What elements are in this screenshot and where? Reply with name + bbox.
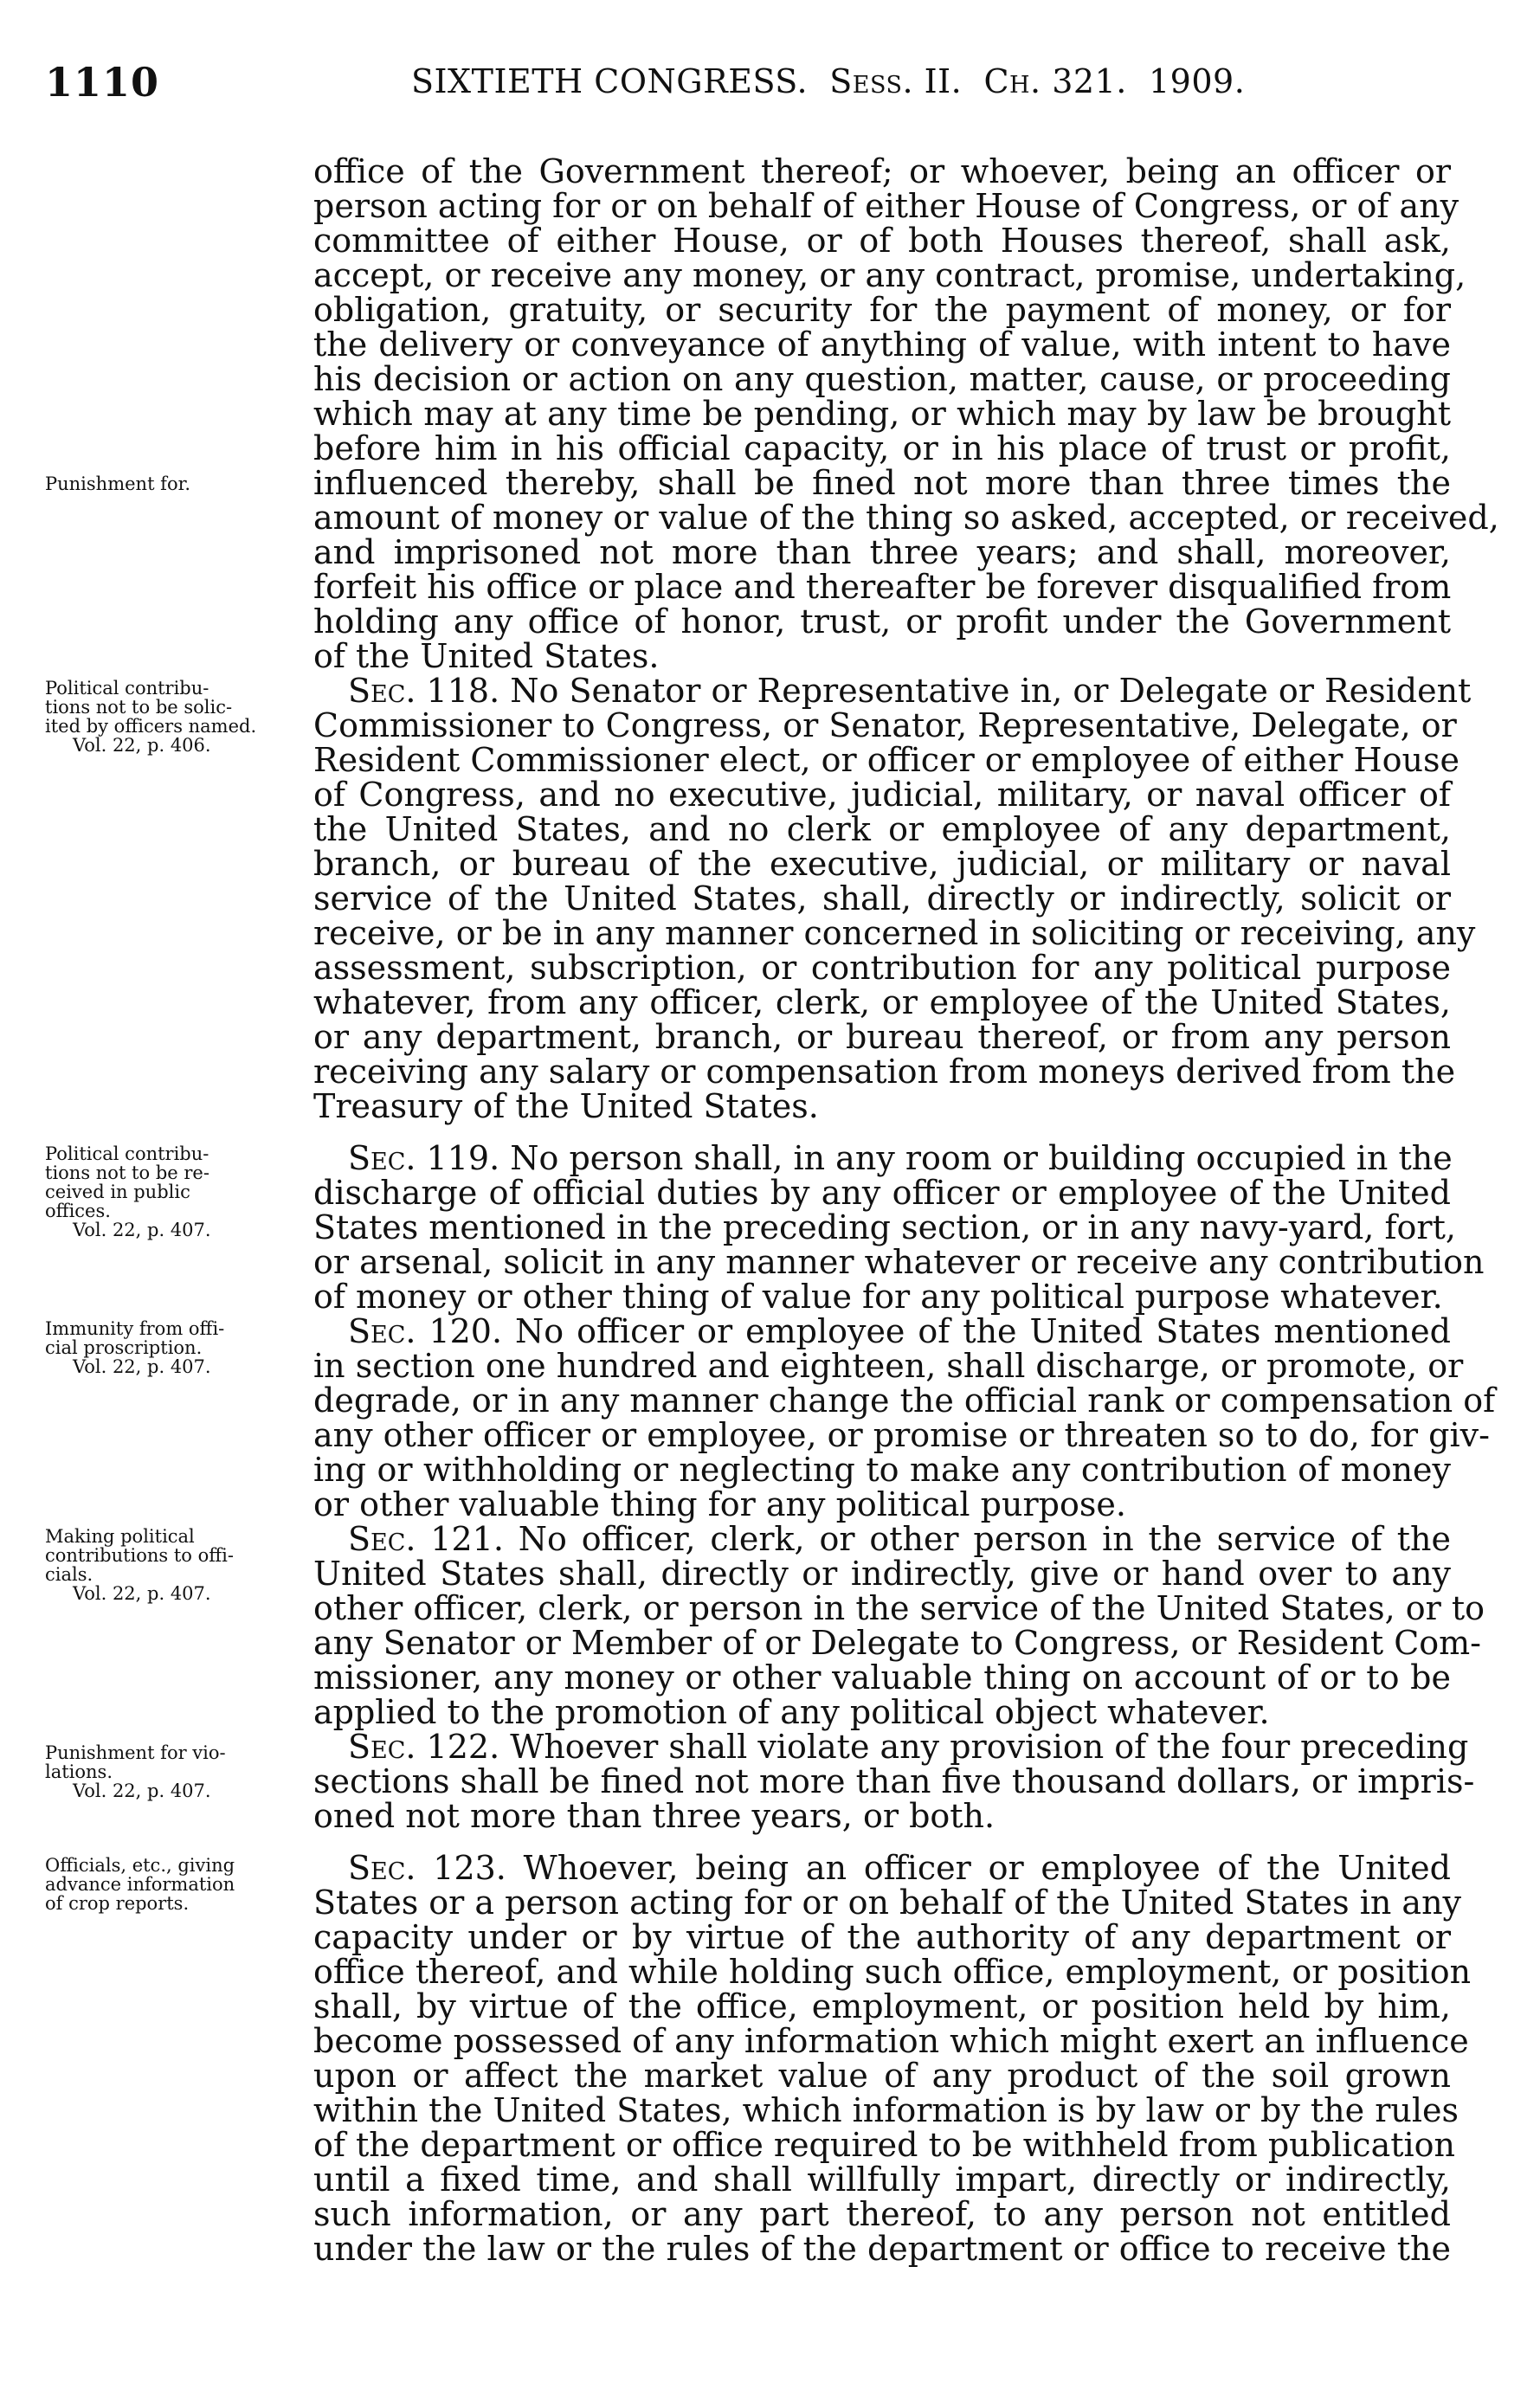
margin-note-line: cials.	[45, 1564, 93, 1585]
body-line: within the United States, which information is by law or by the rules	[313, 2091, 1459, 2129]
body-line: sections shall be fined not more than five thousand dollars, or impris-	[313, 1762, 1475, 1800]
section-label	[313, 1312, 515, 1350]
page-header	[0, 59, 1540, 111]
section-121-first-line	[313, 1522, 1451, 1556]
body-line: office of the Government thereof; or whoever, being an officer or	[313, 152, 1451, 190]
body-line: of the department or office required to be withheld from publication	[313, 2126, 1455, 2164]
section-122-first-line	[313, 1728, 1469, 1766]
section-label-121: Sec. 121.	[348, 1520, 504, 1558]
body-line: forfeit his office or place and thereafter be forever disqualified from	[313, 568, 1452, 606]
body-line-text: No officer, clerk, or other person in the service of the	[518, 1520, 1451, 1558]
body-line: accept, or receive any money, or any contract, promise, undertaking,	[313, 256, 1466, 294]
body-line: ing or withholding or neglecting to make any contribution of money	[313, 1451, 1451, 1489]
body-line: shall, by virtue of the office, employment, or position held by him,	[313, 1987, 1451, 2025]
body-line: Treasury of the United States.	[313, 1087, 819, 1125]
body-line: Resident Commissioner elect, or officer or employee of either House	[313, 741, 1459, 779]
body-line: receive, or be in any manner concerned in soliciting or receiving, any	[313, 914, 1476, 952]
section-118-first-line	[313, 672, 1472, 710]
running-head	[411, 62, 1245, 100]
body-line: applied to the promotion of any political object whatever.	[313, 1693, 1270, 1731]
body-line: influenced thereby, shall be fined not more than three times the	[313, 464, 1451, 502]
body-line: or other valuable thing for any political purpose.	[313, 1485, 1126, 1523]
margin-note-line: advance information	[45, 1874, 235, 1895]
section-label-122: Sec. 122.	[348, 1728, 500, 1766]
body-line: States mentioned in the preceding section, or in any navy-yard, fort,	[313, 1208, 1456, 1246]
section-label	[313, 1520, 519, 1558]
body-line: amount of money or value of the thing so asked, accepted, or received,	[313, 499, 1499, 537]
body-line: until a fixed time, and shall willfully impart, directly or indirectly,	[313, 2160, 1451, 2199]
body-line: and imprisoned not more than three years; and shall, moreover,	[313, 533, 1451, 571]
body-line: branch, or bureau of the executive, judicial, or military or naval	[313, 845, 1451, 883]
body-line: receiving any salary or compensation from moneys derived from the	[313, 1053, 1456, 1091]
body-line: holding any office of honor, trust, or profit under the Government	[313, 602, 1451, 641]
section-label	[313, 672, 510, 710]
body-line: United States shall, directly or indirectly, give or hand over to any	[313, 1555, 1451, 1593]
body-line: before him in his official capacity, or in his place of trust or profit,	[313, 429, 1451, 467]
margin-note-line: tions not to be solic-	[45, 697, 233, 718]
section-label-118: Sec. 118.	[348, 672, 500, 710]
body-line: such information, or any part thereof, to any person not entitled	[313, 2195, 1451, 2233]
section-label	[313, 1849, 524, 1887]
margin-note-line: Political contribu-	[45, 1143, 209, 1164]
body-line: missioner, any money or other valuable thing on account of or to be	[313, 1658, 1451, 1697]
margin-note-line: Punishment for vio-	[45, 1742, 226, 1763]
body-line: in section one hundred and eighteen, shall discharge, or promote, or	[313, 1347, 1464, 1385]
body-line-text: Whoever, being an officer or employee of the United	[523, 1849, 1451, 1887]
margin-note-reference: Vol. 22, p. 407.	[73, 1356, 211, 1377]
section-label-119: Sec. 119.	[348, 1139, 500, 1177]
body-line: which may at any time be pending, or which may by law be brought	[313, 395, 1451, 433]
section-119-first-line	[313, 1141, 1451, 1175]
body-line: degrade, or in any manner change the official rank or compensation of	[313, 1381, 1496, 1420]
body-line: assessment, subscription, or contribution for any political purpose	[313, 949, 1451, 987]
body-line-text: No Senator or Representative in, or Delegate or Resident	[510, 672, 1472, 710]
body-line: committee of either House, or of both Houses thereof, shall ask,	[313, 222, 1451, 260]
margin-note-reference: Vol. 22, p. 407.	[73, 1583, 211, 1604]
body-line: capacity under or by virtue of the authority of any department or	[313, 1918, 1451, 1956]
body-line: of Congress, and no executive, judicial, military, or naval officer of	[313, 776, 1451, 814]
margin-note-line: ited by officers named.	[45, 716, 257, 737]
body-line: of money or other thing of value for any political purpose whatever.	[313, 1278, 1443, 1316]
margin-note-line: Political contribu-	[45, 678, 209, 699]
margin-note-reference: Vol. 22, p. 407.	[73, 1780, 211, 1801]
body-line: become possessed of any information which might exert an influence	[313, 2022, 1469, 2060]
body-line: obligation, gratuity, or security for the payment of money, or for	[313, 291, 1451, 329]
chapter: Ch. 321.	[983, 62, 1127, 100]
body-line: States or a person acting for or on behalf of the United States in any	[313, 1884, 1462, 1922]
body-line: person acting for or on behalf of either House of Congress, or of any	[313, 187, 1459, 225]
year: 1909.	[1149, 62, 1246, 100]
body-line: oned not more than three years, or both.	[313, 1797, 996, 1835]
section-label	[313, 1728, 510, 1766]
section-label-123: Sec. 123.	[348, 1849, 506, 1887]
margin-note-line: lations.	[45, 1761, 113, 1782]
body-line: or any department, branch, or bureau thereof, or from any person	[313, 1018, 1451, 1056]
page-number: 1110	[45, 59, 160, 106]
margin-note-line: contributions to offi-	[45, 1545, 234, 1566]
body-line: whatever, from any officer, clerk, or employee of the United States,	[313, 983, 1451, 1021]
section-123-first-line	[313, 1851, 1451, 1885]
margin-note-line: tions not to be re-	[45, 1162, 209, 1183]
body-line: office thereof, and while holding such office, employment, or position	[313, 1953, 1472, 1991]
margin-note-line: Making political	[45, 1526, 195, 1547]
margin-note-line: Officials, etc., giving	[45, 1855, 235, 1876]
margin-note-reference: Vol. 22, p. 407.	[73, 1220, 211, 1240]
body-line: Commissioner to Congress, or Senator, Representative, Delegate, or	[313, 706, 1457, 744]
margin-note-line: offices.	[45, 1201, 111, 1221]
body-line: service of the United States, shall, directly or indirectly, solicit or	[313, 879, 1451, 918]
margin-note-line: Immunity from offi-	[45, 1318, 225, 1339]
congress-title: SIXTIETH CONGRESS.	[411, 62, 809, 100]
margin-note-punishment: Punishment for.	[45, 473, 190, 494]
margin-note-line: ceived in public	[45, 1182, 190, 1202]
margin-note-reference: Vol. 22, p. 406.	[73, 735, 211, 756]
body-line: discharge of official duties by any officer or employee of the United	[313, 1174, 1451, 1212]
body-line: under the law or the rules of the department or office to receive the	[313, 2230, 1451, 2268]
body-line: upon or affect the market value of any product of the soil grown	[313, 2057, 1451, 2095]
body-line: his decision or action on any question, matter, cause, or proceeding	[313, 360, 1451, 398]
body-line-text: Whoever shall violate any provision of the four preceding	[510, 1728, 1469, 1766]
margin-note-line: cial proscription.	[45, 1337, 203, 1358]
body-line: or arsenal, solicit in any manner whatever or receive any contribution	[313, 1243, 1485, 1281]
body-line: of the United States.	[313, 637, 660, 675]
body-line: any Senator or Member of or Delegate to Congress, or Resident Com-	[313, 1624, 1482, 1662]
section-label	[313, 1139, 510, 1177]
margin-note-line: of crop reports.	[45, 1893, 190, 1914]
section-label-120: Sec. 120.	[348, 1312, 503, 1350]
section-120-first-line	[313, 1314, 1451, 1349]
body-line: other officer, clerk, or person in the service of the United States, or to	[313, 1589, 1485, 1627]
session: Sess. II.	[829, 62, 963, 100]
body-line-text: No officer or employee of the United States mentioned	[515, 1312, 1451, 1350]
body-line: any other officer or employee, or promise or threaten so to do, for giv-	[313, 1416, 1490, 1454]
body-line: the United States, and no clerk or employee of any department,	[313, 810, 1451, 848]
body-line-text: No person shall, in any room or building occupied in the	[510, 1139, 1453, 1177]
body-line: the delivery or conveyance of anything of value, with intent to have	[313, 325, 1451, 364]
